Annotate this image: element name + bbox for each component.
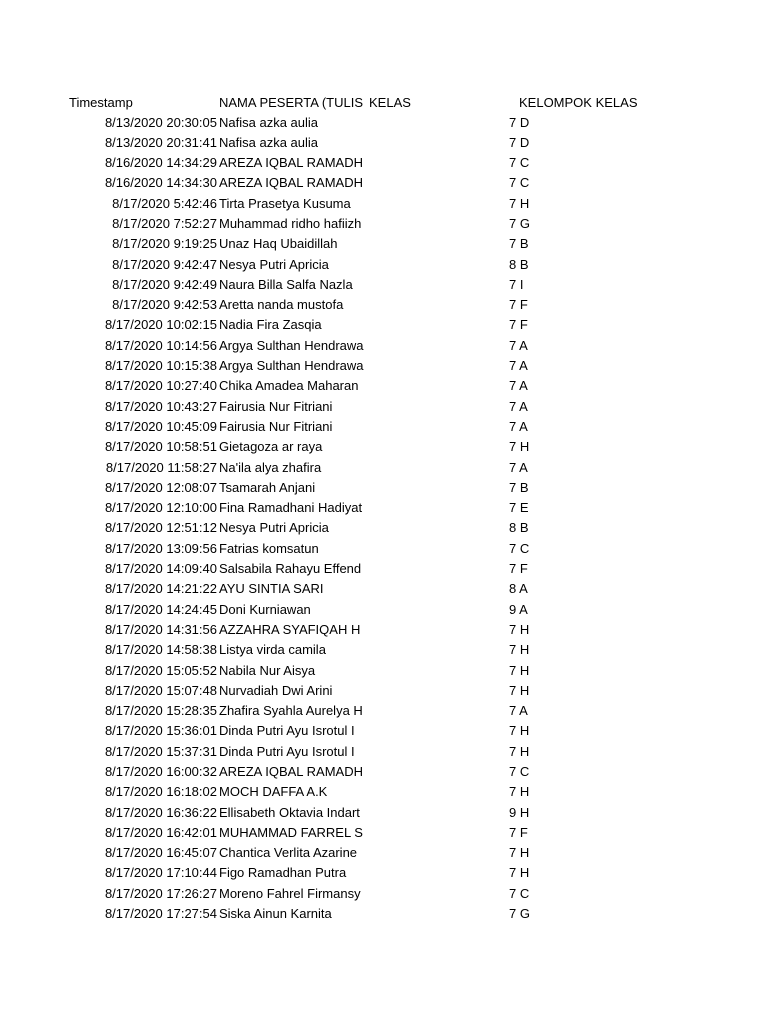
cell-timestamp: 8/17/2020 17:10:44 bbox=[104, 865, 217, 881]
cell-nama: Naura Billa Salfa Nazla bbox=[219, 276, 353, 292]
cell-nama: AREZA IQBAL RAMADH bbox=[219, 155, 363, 171]
cell-kelas: 7 A bbox=[509, 378, 528, 394]
cell-kelas: 8 B bbox=[509, 520, 529, 536]
cell-kelas: 7 H bbox=[509, 439, 530, 455]
cell-kelas: 7 F bbox=[509, 297, 528, 313]
cell-kelas: 7 G bbox=[509, 906, 530, 922]
cell-timestamp: 8/17/2020 14:21:22 bbox=[104, 581, 217, 597]
cell-timestamp: 8/17/2020 10:02:15 bbox=[104, 317, 217, 333]
cell-nama: AREZA IQBAL RAMADH bbox=[219, 764, 363, 779]
table-row bbox=[0, 214, 768, 234]
cell-kelas: 7 C bbox=[509, 175, 530, 191]
cell-kelas: 8 B bbox=[509, 256, 529, 272]
cell-nama: Nurvadiah Dwi Arini bbox=[219, 682, 333, 698]
table-row bbox=[0, 376, 768, 396]
cell-kelas: 7 B bbox=[509, 479, 529, 495]
table-row bbox=[0, 437, 768, 457]
cell-kelas: 7 H bbox=[509, 743, 530, 759]
cell-kelas: 7 A bbox=[509, 418, 528, 434]
table-row bbox=[0, 620, 768, 640]
cell-timestamp: 8/17/2020 12:51:12 bbox=[104, 520, 217, 536]
table-row bbox=[0, 194, 768, 214]
cell-timestamp: 8/17/2020 15:07:48 bbox=[104, 682, 217, 698]
cell-kelas: 7 H bbox=[509, 784, 530, 800]
cell-timestamp: 8/17/2020 12:08:07 bbox=[104, 479, 217, 495]
cell-nama: Salsabila Rahayu Effend bbox=[219, 561, 362, 577]
cell-timestamp: 8/17/2020 12:10:00 bbox=[104, 500, 217, 516]
cell-nama: Aretta nanda mustofa bbox=[219, 297, 344, 313]
cell-timestamp: 8/17/2020 10:45:09 bbox=[104, 418, 217, 434]
cell-nama: Zhafira Syahla Aurelya H bbox=[219, 703, 363, 719]
cell-timestamp: 8/17/2020 11:58:27 bbox=[105, 459, 217, 475]
table-row bbox=[0, 173, 768, 193]
cell-timestamp: 8/17/2020 15:36:01 bbox=[104, 723, 217, 739]
cell-kelas: 7 B bbox=[509, 236, 529, 252]
cell-timestamp: 8/17/2020 9:42:47 bbox=[112, 256, 217, 272]
table-row bbox=[0, 458, 768, 478]
table-row bbox=[0, 579, 768, 599]
cell-timestamp: 8/13/2020 20:31:41 bbox=[104, 134, 217, 150]
cell-nama: Listya virda camila bbox=[219, 642, 326, 658]
cell-nama: Doni Kurniawan bbox=[219, 601, 311, 617]
cell-kelas: 7 H bbox=[509, 723, 530, 739]
table-row bbox=[0, 701, 768, 721]
cell-nama: Tsamarah Anjani bbox=[219, 479, 316, 495]
cell-kelas: 9 A bbox=[509, 601, 528, 617]
cell-kelas: 8 A bbox=[509, 581, 528, 597]
table-row bbox=[0, 397, 768, 417]
header-nama-peserta: NAMA PESERTA (TULIS bbox=[219, 95, 364, 110]
cell-timestamp: 8/17/2020 14:09:40 bbox=[104, 561, 217, 577]
table-row bbox=[0, 133, 768, 153]
cell-kelas: 7 H bbox=[509, 845, 530, 861]
cell-nama: Fairusia Nur Fitriani bbox=[219, 418, 333, 434]
cell-timestamp: 8/16/2020 14:34:30 bbox=[104, 175, 217, 191]
table-row bbox=[0, 356, 768, 376]
cell-nama: AYU SINTIA SARI bbox=[219, 581, 324, 597]
cell-timestamp: 8/17/2020 15:28:35 bbox=[104, 703, 217, 719]
table-row bbox=[0, 762, 768, 782]
cell-nama: Nesya Putri Apricia bbox=[219, 256, 329, 272]
table-row bbox=[0, 600, 768, 620]
cell-timestamp: 8/17/2020 16:00:32 bbox=[104, 764, 217, 779]
cell-timestamp: 8/17/2020 5:42:46 bbox=[112, 195, 217, 211]
cell-nama: Tirta Prasetya Kusuma bbox=[219, 195, 351, 211]
cell-nama: Unaz Haq Ubaidillah bbox=[219, 236, 338, 252]
cell-timestamp: 8/17/2020 9:19:25 bbox=[112, 236, 217, 252]
cell-nama: Dinda Putri Ayu Isrotul I bbox=[219, 743, 355, 759]
cell-nama: Nafisa azka aulia bbox=[219, 134, 318, 150]
table-row bbox=[0, 315, 768, 335]
cell-nama: Ellisabeth Oktavia Indart bbox=[219, 804, 360, 820]
header-kelompok-kelas: KELOMPOK KELAS bbox=[519, 95, 638, 110]
cell-nama: Figo Ramadhan Putra bbox=[219, 865, 347, 881]
header-kelas: KELAS bbox=[369, 95, 411, 110]
cell-timestamp: 8/16/2020 14:34:29 bbox=[104, 155, 217, 171]
cell-timestamp: 8/17/2020 16:42:01 bbox=[104, 824, 217, 840]
table-row bbox=[0, 498, 768, 518]
table-row bbox=[0, 884, 768, 904]
cell-nama: Muhammad ridho hafiizh bbox=[219, 215, 362, 231]
cell-timestamp: 8/17/2020 16:45:07 bbox=[104, 845, 217, 861]
cell-nama: Chika Amadea Maharan bbox=[219, 378, 359, 394]
cell-timestamp: 8/17/2020 15:05:52 bbox=[104, 662, 217, 678]
cell-nama: Moreno Fahrel Firmansy bbox=[219, 885, 361, 901]
cell-nama: AREZA IQBAL RAMADH bbox=[219, 175, 363, 191]
cell-kelas: 7 H bbox=[509, 195, 530, 211]
cell-kelas: 7 C bbox=[509, 764, 530, 779]
cell-nama: MUHAMMAD FARREL S bbox=[219, 824, 363, 840]
cell-timestamp: 8/17/2020 14:31:56 bbox=[104, 621, 217, 637]
cell-timestamp: 8/17/2020 17:26:27 bbox=[104, 885, 217, 901]
table-row bbox=[0, 255, 768, 275]
cell-timestamp: 8/17/2020 16:18:02 bbox=[104, 784, 217, 800]
cell-kelas: 7 H bbox=[509, 662, 530, 678]
cell-kelas: 7 A bbox=[509, 358, 528, 374]
cell-nama: Fatrias komsatun bbox=[219, 540, 319, 556]
table-row bbox=[0, 559, 768, 579]
table-row bbox=[0, 782, 768, 802]
cell-timestamp: 8/17/2020 14:58:38 bbox=[104, 642, 217, 658]
cell-kelas: 9 H bbox=[509, 804, 530, 820]
table-row bbox=[0, 843, 768, 863]
cell-timestamp: 8/17/2020 17:27:54 bbox=[104, 906, 217, 922]
table-row bbox=[0, 113, 768, 133]
cell-timestamp: 8/17/2020 9:42:49 bbox=[112, 276, 217, 292]
header-timestamp: Timestamp bbox=[69, 95, 133, 110]
cell-kelas: 7 I bbox=[509, 276, 524, 292]
cell-nama: Gietagoza ar raya bbox=[219, 439, 323, 455]
cell-kelas: 7 C bbox=[509, 155, 530, 171]
table-row bbox=[0, 640, 768, 660]
cell-kelas: 7 H bbox=[509, 682, 530, 698]
cell-nama: Nabila Nur Aisya bbox=[219, 662, 316, 678]
cell-nama: Na'ila alya zhafira bbox=[219, 459, 322, 475]
cell-timestamp: 8/17/2020 15:37:31 bbox=[104, 743, 217, 759]
cell-timestamp: 8/17/2020 10:15:38 bbox=[104, 358, 217, 374]
cell-timestamp: 8/17/2020 14:24:45 bbox=[104, 601, 217, 617]
cell-nama: MOCH DAFFA A.K bbox=[219, 784, 328, 800]
cell-kelas: 7 A bbox=[509, 459, 528, 475]
cell-nama: Fina Ramadhani Hadiyat bbox=[219, 500, 363, 516]
cell-kelas: 7 C bbox=[509, 885, 530, 901]
cell-nama: Dinda Putri Ayu Isrotul I bbox=[219, 723, 355, 739]
cell-timestamp: 8/17/2020 16:36:22 bbox=[104, 804, 217, 820]
table-row bbox=[0, 295, 768, 315]
cell-timestamp: 8/13/2020 20:30:05 bbox=[104, 114, 217, 130]
table-row bbox=[0, 417, 768, 437]
cell-kelas: 7 H bbox=[509, 865, 530, 881]
cell-nama: Nadia Fira Zasqia bbox=[219, 317, 322, 333]
cell-nama: Argya Sulthan Hendrawa bbox=[219, 337, 364, 353]
cell-nama: AZZAHRA SYAFIQAH H bbox=[219, 621, 361, 637]
table-row bbox=[0, 539, 768, 559]
table-row bbox=[0, 153, 768, 173]
table-row bbox=[0, 275, 768, 295]
table-row bbox=[0, 661, 768, 681]
cell-kelas: 7 F bbox=[509, 561, 528, 577]
cell-kelas: 7 G bbox=[509, 215, 530, 231]
table-row bbox=[0, 742, 768, 762]
cell-kelas: 7 A bbox=[509, 703, 528, 719]
table-header-row bbox=[0, 94, 768, 112]
table-row bbox=[0, 803, 768, 823]
table-body bbox=[0, 113, 768, 925]
cell-timestamp: 8/17/2020 10:58:51 bbox=[104, 439, 217, 455]
table-row bbox=[0, 863, 768, 883]
cell-kelas: 7 E bbox=[509, 500, 529, 516]
table-row bbox=[0, 336, 768, 356]
cell-kelas: 7 F bbox=[509, 824, 528, 840]
cell-nama: Nesya Putri Apricia bbox=[219, 520, 329, 536]
cell-nama: Siska Ainun Karnita bbox=[219, 906, 332, 922]
cell-timestamp: 8/17/2020 7:52:27 bbox=[112, 215, 217, 231]
cell-kelas: 7 D bbox=[509, 134, 530, 150]
cell-timestamp: 8/17/2020 10:43:27 bbox=[104, 398, 217, 414]
table-row bbox=[0, 823, 768, 843]
cell-kelas: 7 H bbox=[509, 642, 530, 658]
cell-timestamp: 8/17/2020 13:09:56 bbox=[104, 540, 217, 556]
cell-nama: Argya Sulthan Hendrawa bbox=[219, 358, 364, 374]
cell-timestamp: 8/17/2020 10:14:56 bbox=[104, 337, 217, 353]
cell-kelas: 7 C bbox=[509, 540, 530, 556]
cell-kelas: 7 H bbox=[509, 621, 530, 637]
table-row bbox=[0, 518, 768, 538]
table-row bbox=[0, 721, 768, 741]
cell-timestamp: 8/17/2020 9:42:53 bbox=[112, 297, 217, 313]
table-row bbox=[0, 904, 768, 924]
table-row bbox=[0, 681, 768, 701]
cell-nama: Chantica Verlita Azarine bbox=[219, 845, 358, 861]
cell-nama: Fairusia Nur Fitriani bbox=[219, 398, 333, 414]
cell-timestamp: 8/17/2020 10:27:40 bbox=[104, 378, 217, 394]
table-row bbox=[0, 478, 768, 498]
table-row bbox=[0, 234, 768, 254]
cell-kelas: 7 A bbox=[509, 337, 528, 353]
cell-nama: Nafisa azka aulia bbox=[219, 114, 318, 130]
cell-kelas: 7 A bbox=[509, 398, 528, 414]
cell-kelas: 7 F bbox=[509, 317, 528, 333]
cell-kelas: 7 D bbox=[509, 114, 530, 130]
